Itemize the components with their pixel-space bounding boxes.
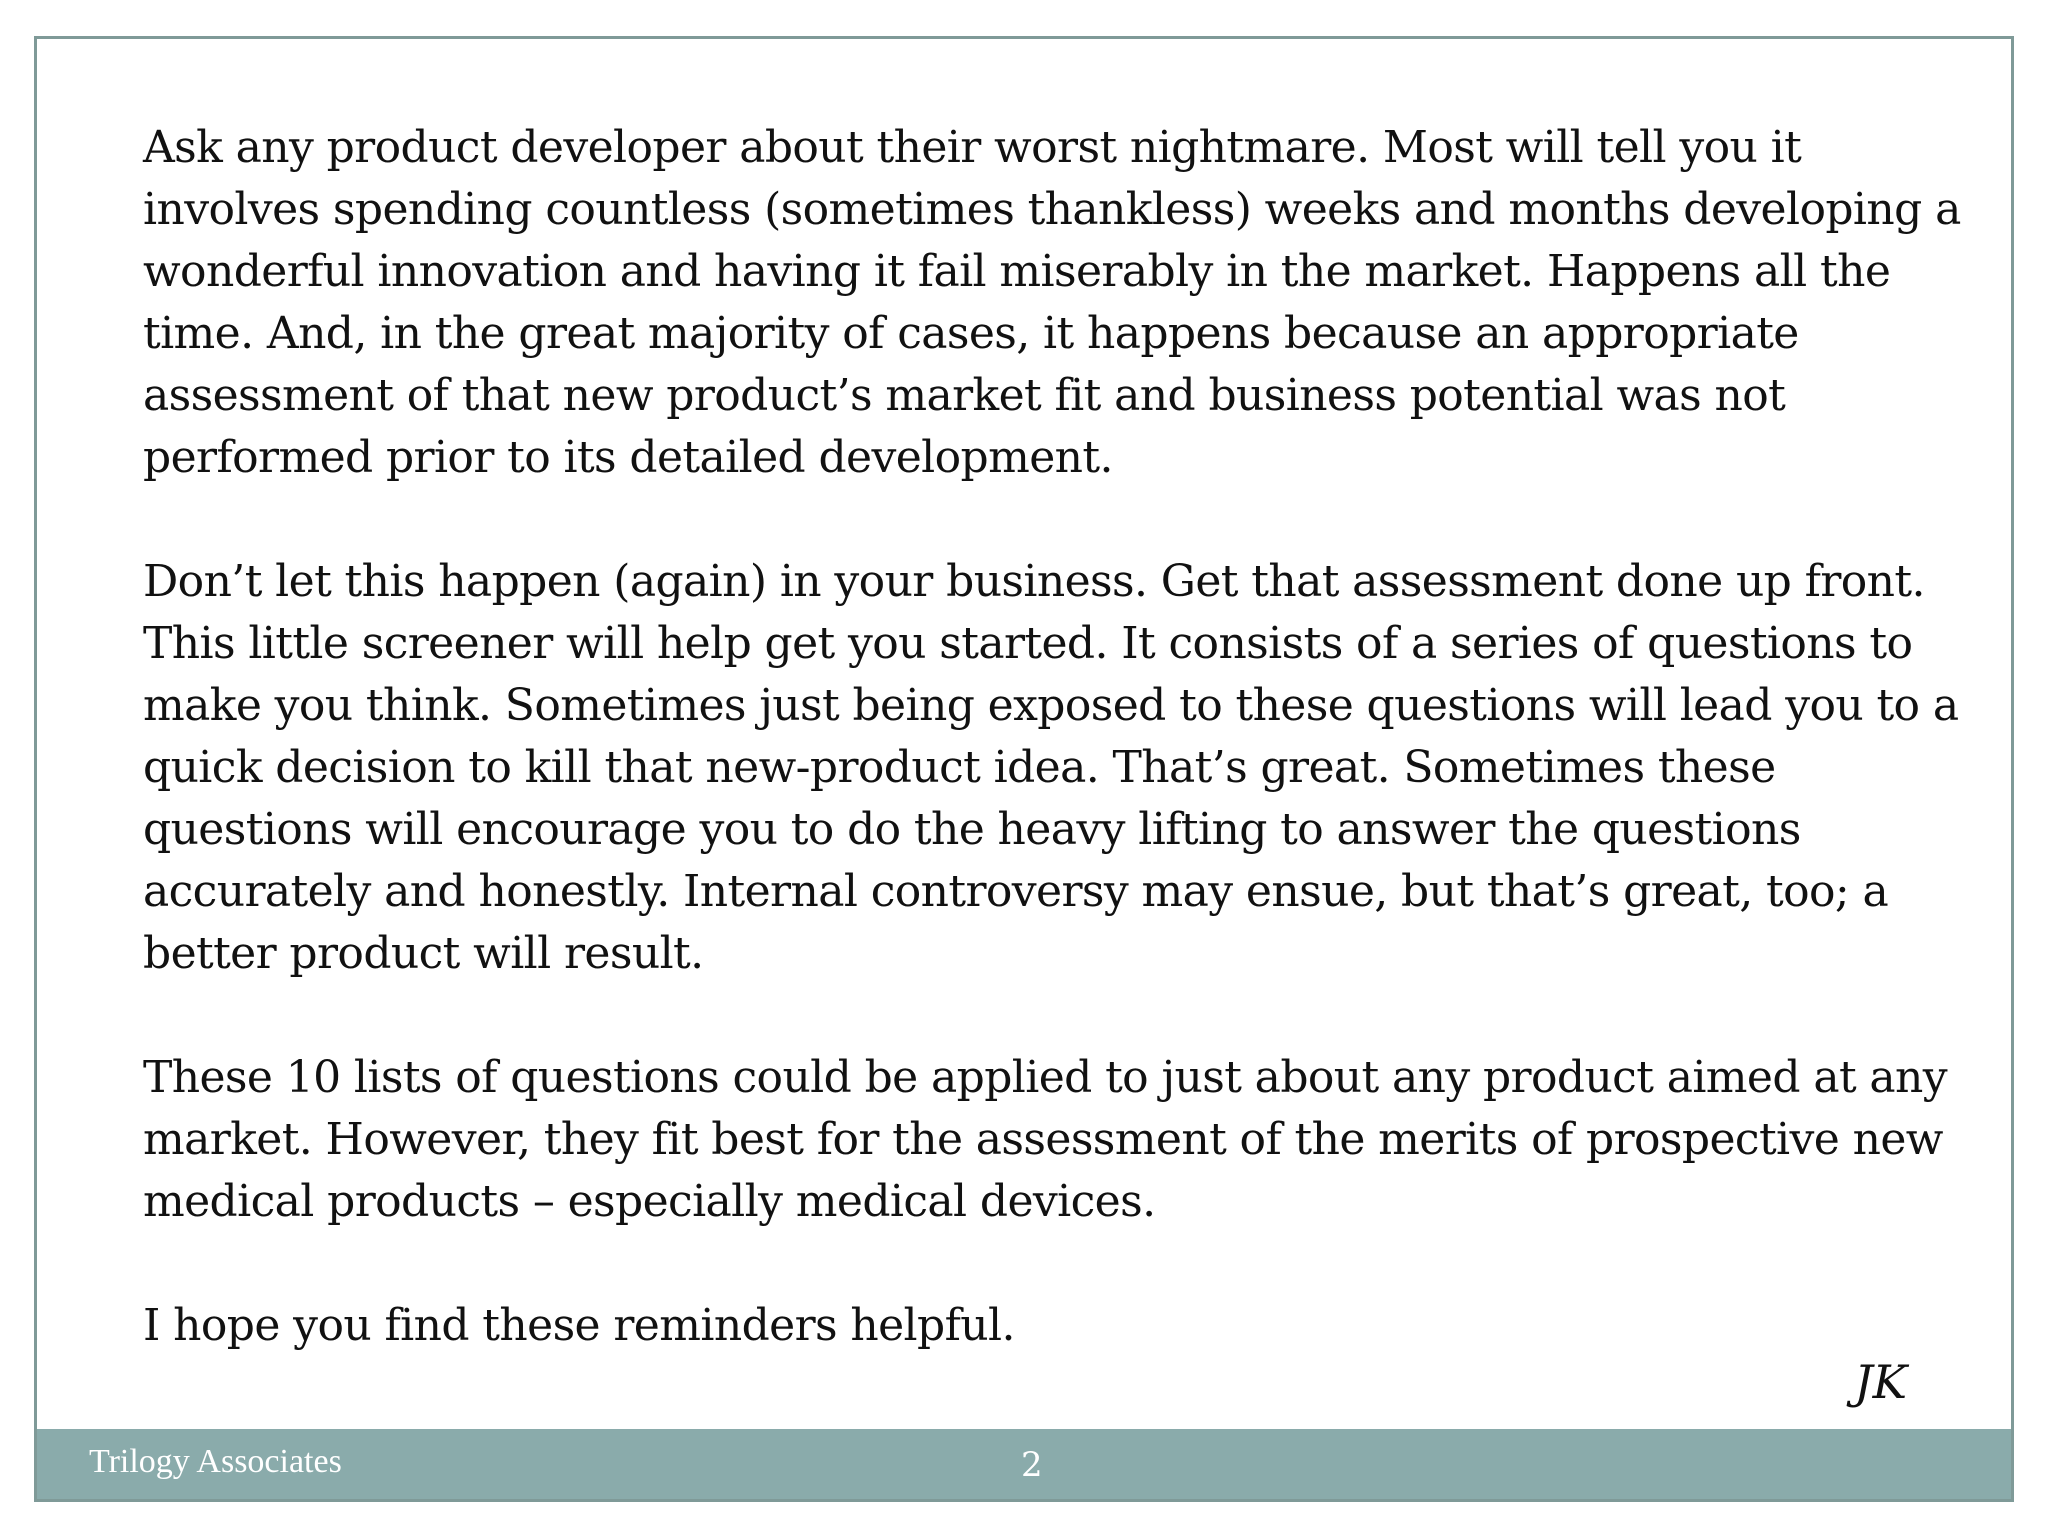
paragraph-screener: Don’t let this happen (again) in your business. Get that assessment done up front. This little screener will help get you started. It consists of a series of questions to make you think. Sometimes just being exposed to these questions will lead you to a quick decision to kill that new-product idea. That’s great. Sometimes these questions will encourage you to do the heavy lifting to answer the questions accurately and honestly. Internal controversy may ensue, but that’s great, too; a better product will result. bbox=[143, 556, 1959, 979]
slide-page bbox=[34, 36, 2014, 1502]
paragraph-closing: I hope you find these reminders helpful. bbox=[143, 1300, 1015, 1351]
footer-organization: Trilogy Associates bbox=[89, 1443, 342, 1480]
paragraph-intro: Ask any product developer about their worst nightmare. Most will tell you it involves spending countless (sometimes thankless) weeks and months developing a wonderful innovation and having it fail miserably in the market. Happens all the time. And, in the great majority of cases, it happens because an appropriate assessment of that new product’s market fit and business potential was not performed prior to its detailed development. bbox=[143, 122, 1961, 483]
author-signature: JK bbox=[1854, 1355, 1907, 1409]
page-number: 2 bbox=[1021, 1445, 1043, 1485]
paragraph-scope: These 10 lists of questions could be applied to just about any product aimed at any market. However, they fit best for the assessment of the merits of prospective new medical products – especially medical devices. bbox=[143, 1052, 1948, 1227]
slide-body bbox=[143, 117, 1963, 1357]
footer-bar bbox=[37, 1429, 2011, 1499]
